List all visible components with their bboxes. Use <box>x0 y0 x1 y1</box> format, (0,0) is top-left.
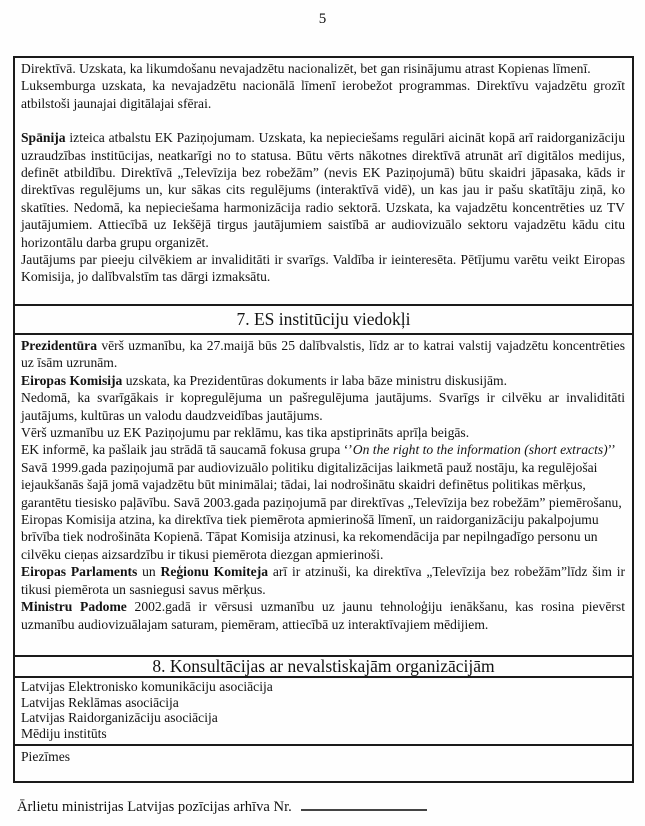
quoted-title: On the right to the information (short extracts) <box>352 442 608 458</box>
paragraph-text: arī ir atzinuši, ka direktīva „Televīzija bez robežām”līdz šim ir tikusi piemērota un sasniegusi savus mērķus. <box>21 564 625 597</box>
paragraph-presidency <box>21 337 625 372</box>
section-title: 8. Konsultācijas ar nevalstiskajām organizācijām <box>152 656 495 676</box>
institution-name: Eiropas Komisija <box>21 372 123 388</box>
list-item: Latvijas Elektronisko komunikāciju asociācija <box>21 679 273 694</box>
page-header <box>0 0 645 28</box>
archive-number-label: Ārlietu ministrijas Latvijas pozīcijas arhīva Nr. <box>17 799 292 815</box>
institution-name: Reģionu Komiteja <box>160 564 269 580</box>
page-number: 5 <box>318 11 327 27</box>
member-states-opinions-row <box>15 58 632 304</box>
conjunction: un <box>137 564 161 580</box>
paragraph-accessibility: Jautājums par pieeju cilvēkiem ar invaliditāti ir svarīgs. Valdība ir ieinteresēta. Pētījumu varētu veikt Eiropas Komisija, jo dalībvalstīm tas dārgi izmaksātu. <box>21 252 625 285</box>
section-8-heading <box>15 655 632 676</box>
institution-name: Prezidentūra <box>21 338 98 353</box>
paragraph-council <box>21 598 625 633</box>
paragraph-text: EK informē, ka pašlaik jau strādā tā saucamā fokusa grupa ‘’ <box>21 442 353 458</box>
section-title: 7. ES institūciju viedokļi <box>236 309 411 329</box>
paragraph-directive: Direktīvā. Uzskata, ka likumdošanu nevajadzētu nacionalizēt, bet gan risinājumu atrast Kopienas līmenī. <box>21 61 591 76</box>
institution-name: Eiropas Parlaments <box>21 564 138 580</box>
paragraph-text: izteica atbalstu EK Paziņojumam. Uzskata, ka nepieciešams regulāri aicināt kopā arī raidorganizāciju uzraudzības institūcijas, neatkarīgi no to statusa. Būtu vērts nākotnes direktīvā atrunāt arī digitālos medijus, definēt atbildību. Direktīvā „Televīzija bez robežām” (nevis EK Paziņojumā) būtu skaidri jāpasaka, kāds ir direktīvas regulējums un, kur sākas cits regulējums (interaktīvā vidē), un kas jau ir pašu skatītāju ziņā, ko skatīties. Nedomā, ka nepieciešama harmonizācija radio sektorā. Uzskata, ka vajadzētu koncentrēties uz TV jautājumiem. Attiecībā uz Iekšējā tirgus jautājumiem saistībā ar audiovizuālo sektoru vajadzētu kādu citu horizontālu darba grupu organizēt. <box>21 130 625 250</box>
organizations-list-row <box>15 676 632 744</box>
paragraph-focus-group <box>21 441 625 458</box>
paragraph-advertising: Vērš uzmanību uz EK Paziņojumu par reklāmu, kas tika apstiprināts aprīļa beigās. <box>21 425 470 441</box>
list-item: Latvijas Raidorganizāciju asociācija <box>21 710 218 726</box>
notes-label: Piezīmes <box>21 748 71 764</box>
list-item: Mēdiju institūts <box>21 726 107 742</box>
closing-quote: ’’ <box>607 442 616 458</box>
archive-number-line <box>17 797 427 816</box>
list-item: Latvijas Reklāmas asociācija <box>21 694 179 710</box>
paragraph-coregulation: Nedomā, ka svarīgākais ir kopregulējuma un pašregulējuma jautājums. Svarīgs ir cilvēku ar invaliditāti jautājums, kultūras un valodu daudzveidības jautājums. <box>21 390 625 423</box>
paragraph-spain <box>21 129 625 251</box>
position-document-table <box>13 56 634 783</box>
archive-number-blank-field <box>301 797 427 811</box>
paragraph-text: vērš uzmanību, ka 27.maijā būs 25 dalībvalstis, līdz ar to katrai valstij vajadzētu koncentrēties uz īsām uzrunām. <box>21 338 625 371</box>
blank-line <box>21 112 625 129</box>
paragraph-parliament-committee <box>21 563 625 598</box>
institution-name: Ministru Padome <box>21 599 127 615</box>
paragraph-text: uzskata, ka Prezidentūras dokuments ir laba bāze ministru diskusijām. <box>122 372 508 388</box>
section-7-heading <box>15 304 632 333</box>
eu-institutions-row <box>15 333 632 655</box>
paragraph-commission <box>21 372 625 389</box>
country-name: Spānija <box>21 130 66 146</box>
paragraph-1999-communication: Savā 1999.gada paziņojumā par audiovizuālo politiku digitalizācijas laikmetā pauž nostāju, ka regulējošai iejaukšanās šajā jomā vajadzētu būt minimālai; tādai, lai nodrošinātu skaidri definētus politikas mērķus, garantētu tiesisko paļāvību. Savā 2003.gada paziņojumā par direktīvas „Televīzija bez robežām” piemērošanu, Eiropas Komisija atzina, ka direktīva tiek piemērota apmierinošā līmenī, un raidorganizāciju pakalpojumu brīvība tiek nodrošināta Kopienā. Tāpat Komisija atzinusi, ka rekomendācija par nepilngadīgo personu un cilvēku cieņas aizsardzību ir tikusi piemērota diezgan apmierinoši. <box>21 459 622 562</box>
notes-row <box>15 744 632 781</box>
paragraph-text: 2002.gadā ir vērsusi uzmanību uz jaunu tehnoloģiju ienākšanu, kas rosina pievērst uzmanību audiovizuālajam saturam, piemēram, attiecībā uz interaktīvajiem mēdijiem. <box>21 599 625 632</box>
paragraph-luxembourg: Luksemburga uzskata, ka nevajadzētu nacionālā līmenī ierobežot programmas. Direktīvu vajadzētu grozīt atbilstoši jaunajai digitālajai sfērai. <box>21 78 625 111</box>
